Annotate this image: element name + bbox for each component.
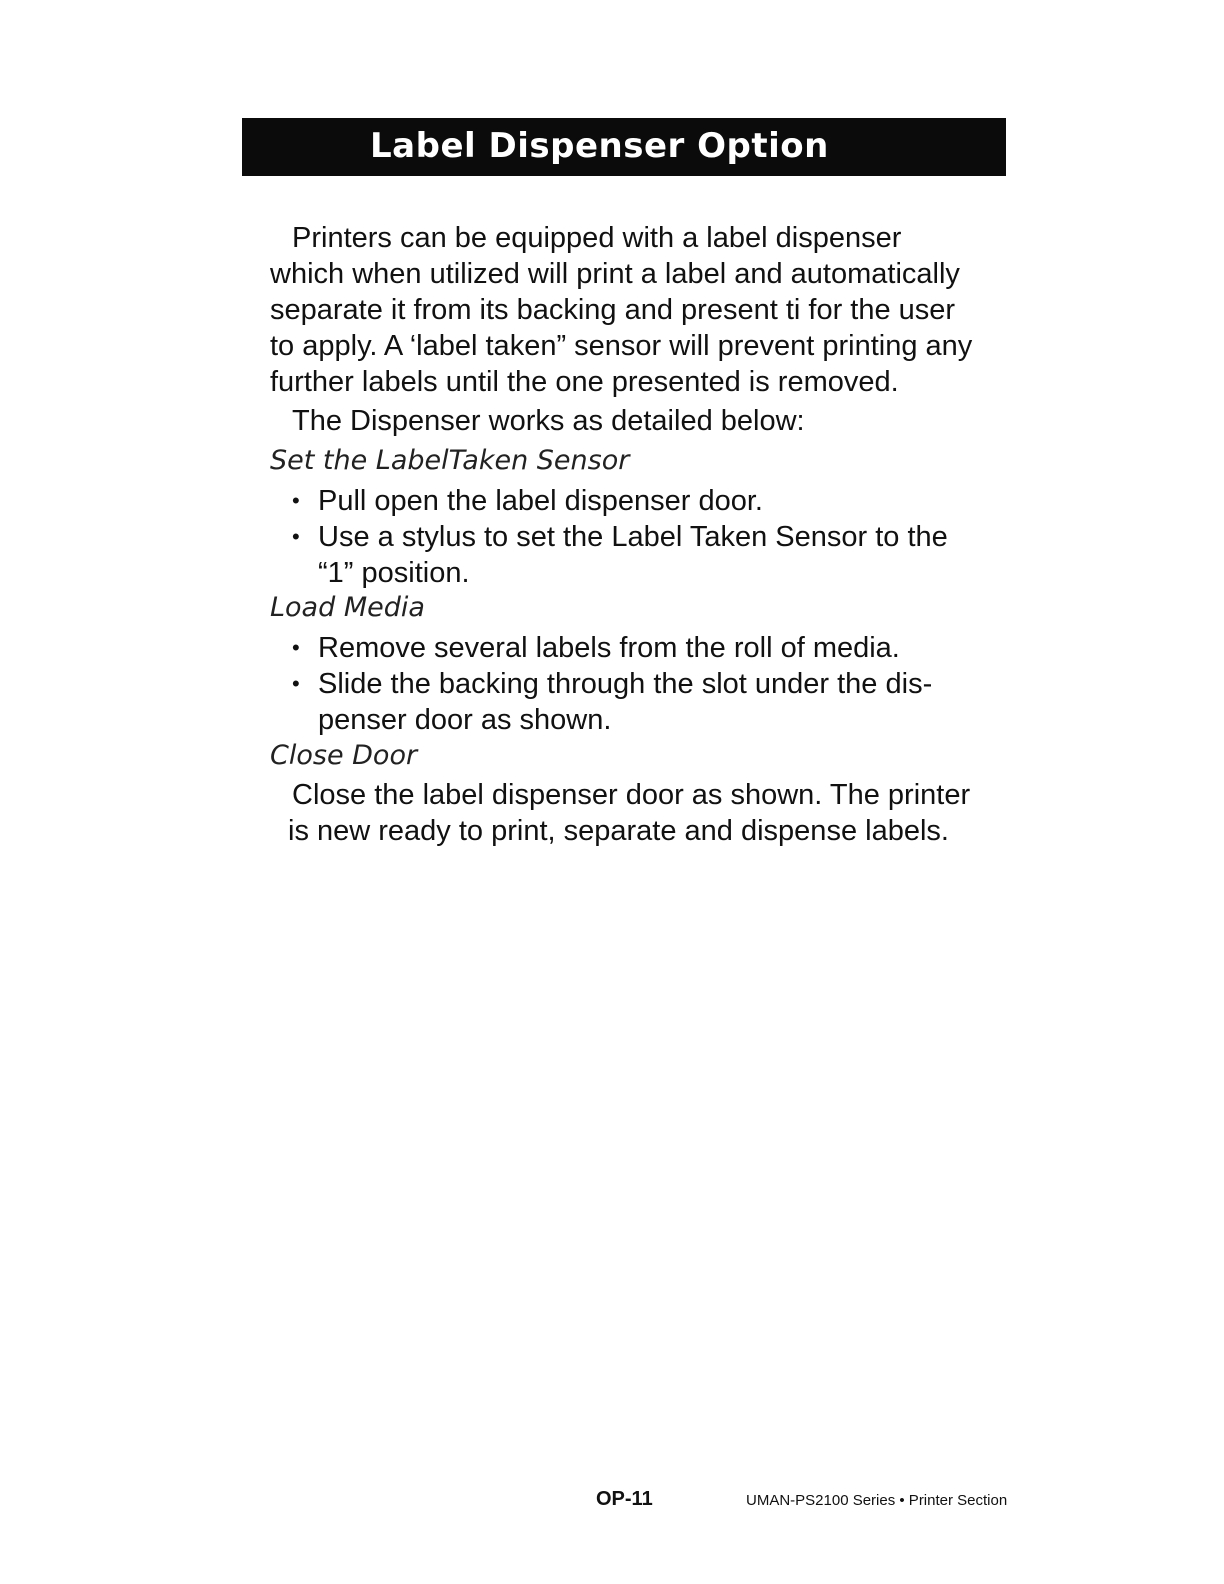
page-title: Label Dispenser Option	[370, 126, 829, 166]
footer-section-label: UMAN-PS2100 Series • Printer Section	[746, 1492, 1008, 1509]
close-door-line: is new ready to print, separate and dispense labels.	[288, 815, 949, 847]
intro-line: Printers can be equipped with a label dispenser	[292, 222, 902, 254]
subhead-load-media: Load Media	[270, 592, 425, 623]
page-number: OP-11	[596, 1488, 653, 1510]
intro-line: separate it from its backing and present ti for the user	[270, 294, 956, 326]
list-item-text: Use a stylus to set the Label Taken Sensor to the	[318, 521, 948, 553]
list-item-text: Remove several labels from the roll of media.	[318, 632, 900, 664]
intro-paragraph	[270, 220, 1030, 400]
works-line: The Dispenser works as detailed below:	[292, 405, 805, 437]
subhead-set-sensor: Set the LabelTaken Sensor	[270, 445, 630, 476]
close-door-paragraph	[288, 777, 1048, 849]
bullet-icon: •	[292, 635, 300, 660]
bullet-icon: •	[292, 671, 300, 696]
list-item-text: penser door as shown.	[318, 704, 612, 736]
close-door-line: Close the label dispenser door as shown. The printer	[292, 779, 971, 811]
bullet-icon: •	[292, 524, 300, 549]
works-paragraph	[292, 403, 1052, 439]
intro-line: which when utilized will print a label and automatically	[270, 258, 960, 290]
subhead-close-door: Close Door	[270, 740, 418, 771]
bullet-icon: •	[292, 488, 300, 513]
list-item-text: “1” position.	[318, 557, 470, 589]
intro-line: to apply. A ‘label taken” sensor will prevent printing any	[270, 330, 973, 362]
list-item-text: Pull open the label dispenser door.	[318, 485, 763, 517]
list-item-text: Slide the backing through the slot under the dis-	[318, 668, 933, 700]
section-title-bar	[242, 118, 1006, 176]
intro-line: further labels until the one presented is removed.	[270, 366, 899, 398]
